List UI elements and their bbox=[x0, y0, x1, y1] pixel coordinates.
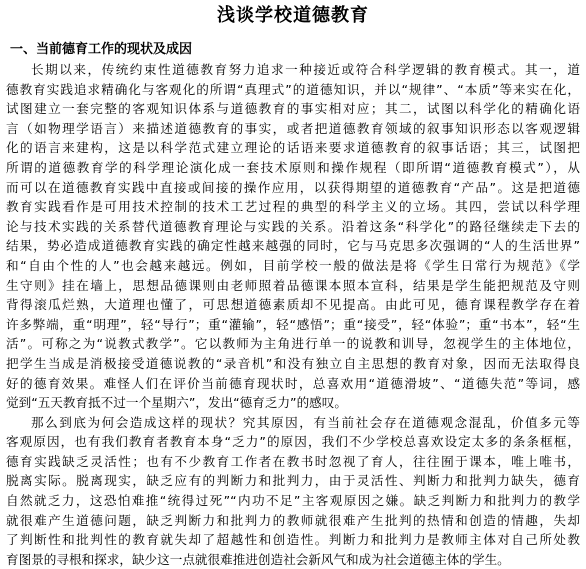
text-line: 背得滚瓜烂熟，大道理也懂了，可思想道德素质却不见提高。由此可见，德育课程教学存在着 bbox=[6, 297, 580, 313]
text-line: 化的语言来建构，这是以科学范式建立理论的话语来要求道德教育的叙事话语；其三，试图把 bbox=[6, 140, 580, 156]
paragraph-1 bbox=[6, 60, 580, 413]
text-line: 客观原因，也有我们教育者教育本身“乏力”的原因，我们不少学校总喜欢设定太多的条条框框， bbox=[6, 434, 580, 450]
text-line: 德教育实践追求精确化与客观化的所谓“真理式”的道德知识，并以“规律”、“本质”等来实在化， bbox=[6, 81, 580, 97]
text-line: 了判断性和批判性的教育就失却了超越性和创造性。判断力和批判力是教师主体对自己所处教 bbox=[6, 532, 580, 548]
text-line: 脱离实际。脱离现实，缺乏应有的判断力和批判力，由于灵活性、判断力和批判力缺失，德育 bbox=[6, 473, 580, 489]
text-line: 觉到“五天教育抵不过一个星期六”，发出“德育乏力”的感叹。 bbox=[6, 395, 347, 411]
text-line: 自然就乏力，这恐怕难推“统得过死”“内功不足”主客观原因之嫌。缺乏判断力和批判力的教学 bbox=[6, 493, 580, 509]
text-line: 德育实践缺乏灵活性；也有不少教育工作者在教书时忽视了育人，往往囿于课本，唯上唯书， bbox=[6, 453, 580, 469]
text-line: 那么到底为何会造成这样的现状？究其原因，有当前社会存在道德观念混乱，价值多元等 bbox=[31, 414, 580, 430]
text-line: 好的德育效果。难怪人们在评价当前德育现状时，总喜欢用“道德滑坡”、“道德失范”等词，感 bbox=[6, 375, 580, 391]
text-line: 就很难产生道德问题，缺乏判断力和批判力的教师就很难产生批判的热情和创造的情趣，失却 bbox=[6, 512, 580, 528]
text-line: 长期以来，传统约束性道德教育努力追求一种接近或符合科学逻辑的教育模式。其一，道 bbox=[31, 62, 580, 77]
document-body bbox=[6, 60, 580, 569]
text-line: 教育实践看作是可用技术控制的技术工艺过程的典型的科学主义的立场。其四，尝试以科学理 bbox=[6, 199, 580, 215]
text-line: 所谓的道德教育学的科学理论演化成一套技术原则和操作规程（即所谓“道德教育模式”），从 bbox=[6, 159, 580, 175]
document-title: 浅谈学校道德教育 bbox=[217, 5, 369, 26]
text-line: 育图景的寻根和探求，缺少这一点就很难推进创造社会新风气和成为社会道德主体的学生。 bbox=[6, 551, 510, 567]
text-line: 论与技术实践的关系替代道德教育理论与实践的关系。沿着这条“科学化”的路径继续走下去的 bbox=[6, 218, 580, 234]
text-line: 言（如物理学语言）来描述道德教育的事实，或者把道德教育领域的叙事知识形态以客观逻辑 bbox=[6, 120, 580, 136]
text-line: 结果，势必造成道德教育实践的确定性越来越强的同时，它与马克思多次强调的“人的生活世界” bbox=[6, 238, 580, 254]
text-line: 把学生当成是消极接受道德说教的“录音机”和没有独立自主思想的教育对象，因而无法取得良 bbox=[6, 355, 580, 371]
text-line: 试图建立一套完整的客观知识体系与道德教育的事实相对应；其二，试图以科学化的精确化语 bbox=[6, 101, 580, 117]
text-line: 生守则》挂在墙上，思想品德课则由老师照着品德课本照本宣科，结果是学生能把规范及守则 bbox=[6, 277, 580, 293]
text-line: 活”。可称之为“说教式教学”。它以教师为主角进行单一的说教和训导，忽视学生的主体地位， bbox=[6, 336, 580, 352]
text-line: 而可以在道德教育实践中直接或间接的操作应用，以获得期望的道德教育“产品”。这是把道德 bbox=[6, 179, 580, 195]
text-line: 许多弊端，重“明理”，轻“导行”；重“灌输”，轻“感悟”；重“接受”，轻“体验”；重“书本”，轻“生 bbox=[6, 316, 580, 332]
text-line: 和“自由个性的人”也会越来越远。例如，目前学校一般的做法是将《学生日常行为规范》《学 bbox=[6, 257, 580, 273]
section-heading: 一、当前德育工作的现状及成因 bbox=[10, 42, 193, 57]
paragraph-2 bbox=[6, 413, 580, 569]
